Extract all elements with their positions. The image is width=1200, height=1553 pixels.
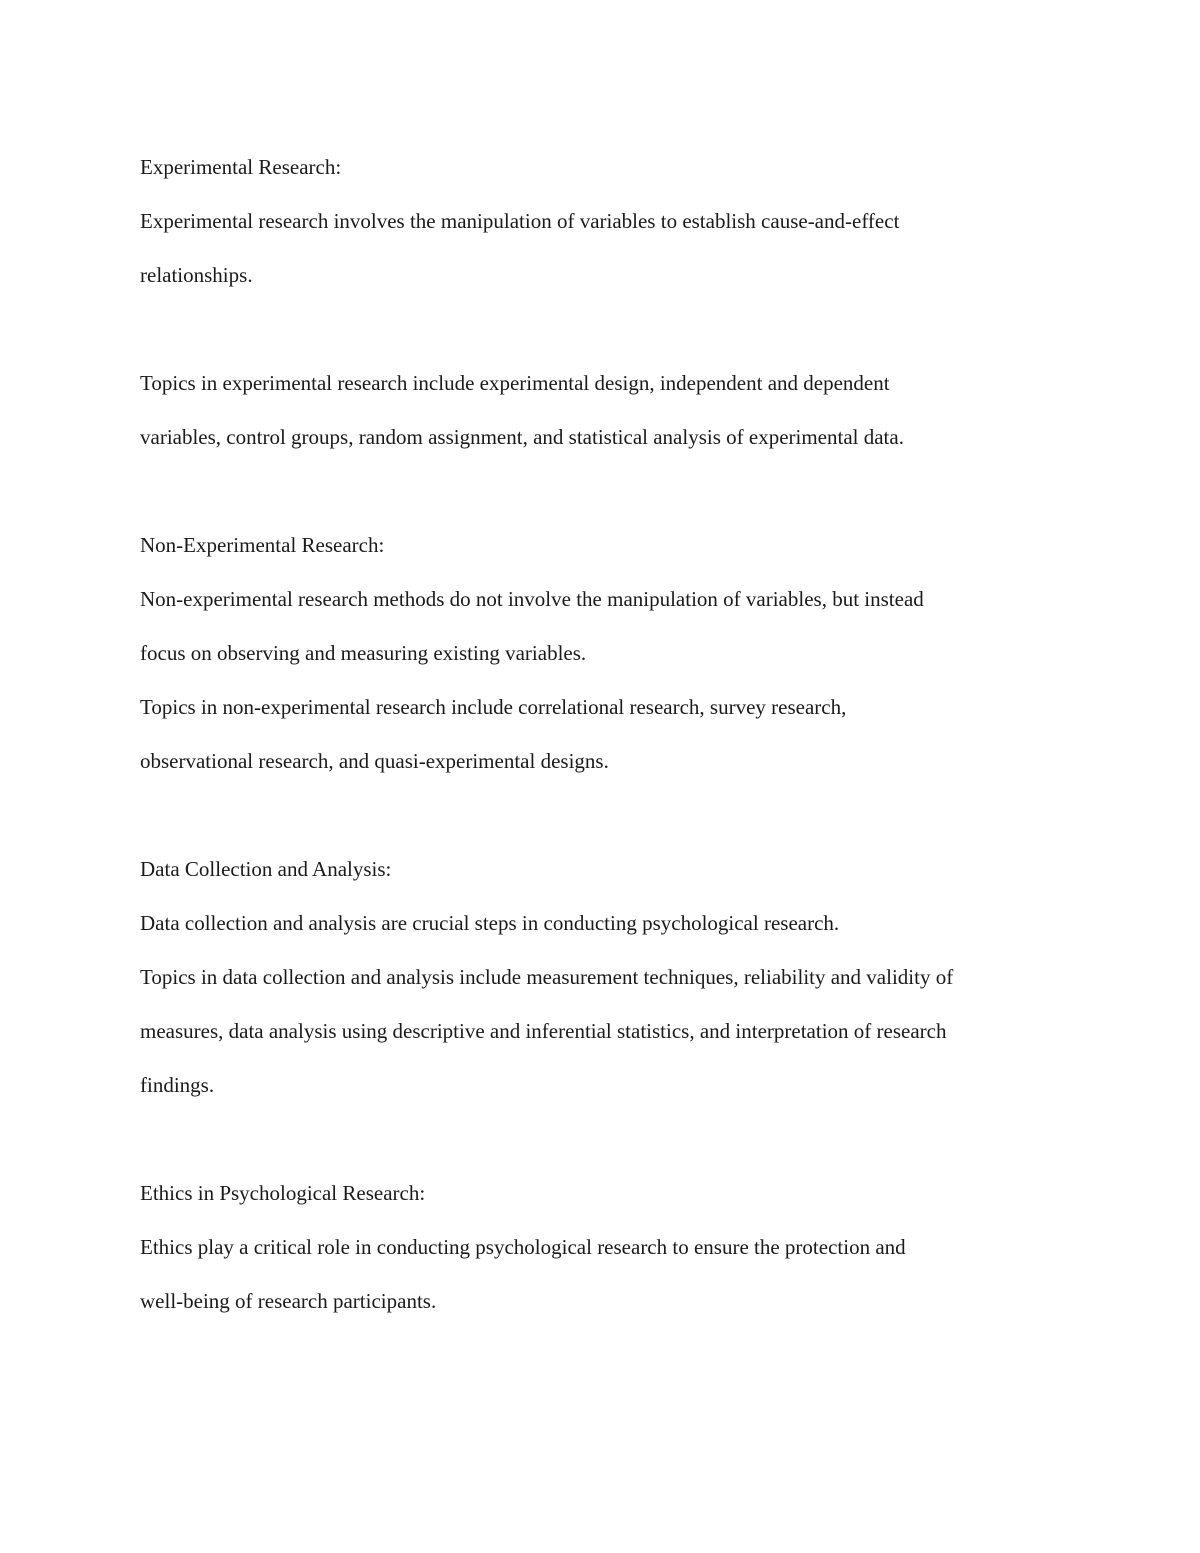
- document-body: [140, 140, 1080, 1328]
- text-line: focus on observing and measuring existing variables.: [140, 641, 587, 665]
- heading-experimental-research: Experimental Research:: [140, 155, 342, 179]
- text-line: Topics in experimental research include experimental design, independent and dependent: [140, 371, 890, 395]
- text-line: findings.: [140, 1073, 215, 1097]
- text-line: Topics in data collection and analysis include measurement techniques, reliability and validity of: [140, 965, 954, 989]
- blank-line: [140, 464, 1080, 518]
- text-line: relationships.: [140, 263, 253, 287]
- text-line: variables, control groups, random assignment, and statistical analysis of experimental data.: [140, 425, 904, 449]
- text-line: measures, data analysis using descriptive and inferential statistics, and interpretation of research: [140, 1019, 947, 1043]
- text-line: Ethics play a critical role in conducting psychological research to ensure the protection and: [140, 1235, 906, 1259]
- blank-line: [140, 302, 1080, 356]
- text-line: well-being of research participants.: [140, 1289, 437, 1313]
- heading-non-experimental-research: Non-Experimental Research:: [140, 533, 385, 557]
- text-line: Experimental research involves the manipulation of variables to establish cause-and-effect: [140, 209, 900, 233]
- blank-line: [140, 788, 1080, 842]
- heading-ethics: Ethics in Psychological Research:: [140, 1181, 426, 1205]
- text-line: observational research, and quasi-experimental designs.: [140, 749, 609, 773]
- text-line: Non-experimental research methods do not involve the manipulation of variables, but instead: [140, 587, 924, 611]
- blank-line: [140, 1112, 1080, 1166]
- text-line: Topics in non-experimental research include correlational research, survey research,: [140, 695, 847, 719]
- text-line: Data collection and analysis are crucial steps in conducting psychological research.: [140, 911, 840, 935]
- heading-data-collection-analysis: Data Collection and Analysis:: [140, 857, 392, 881]
